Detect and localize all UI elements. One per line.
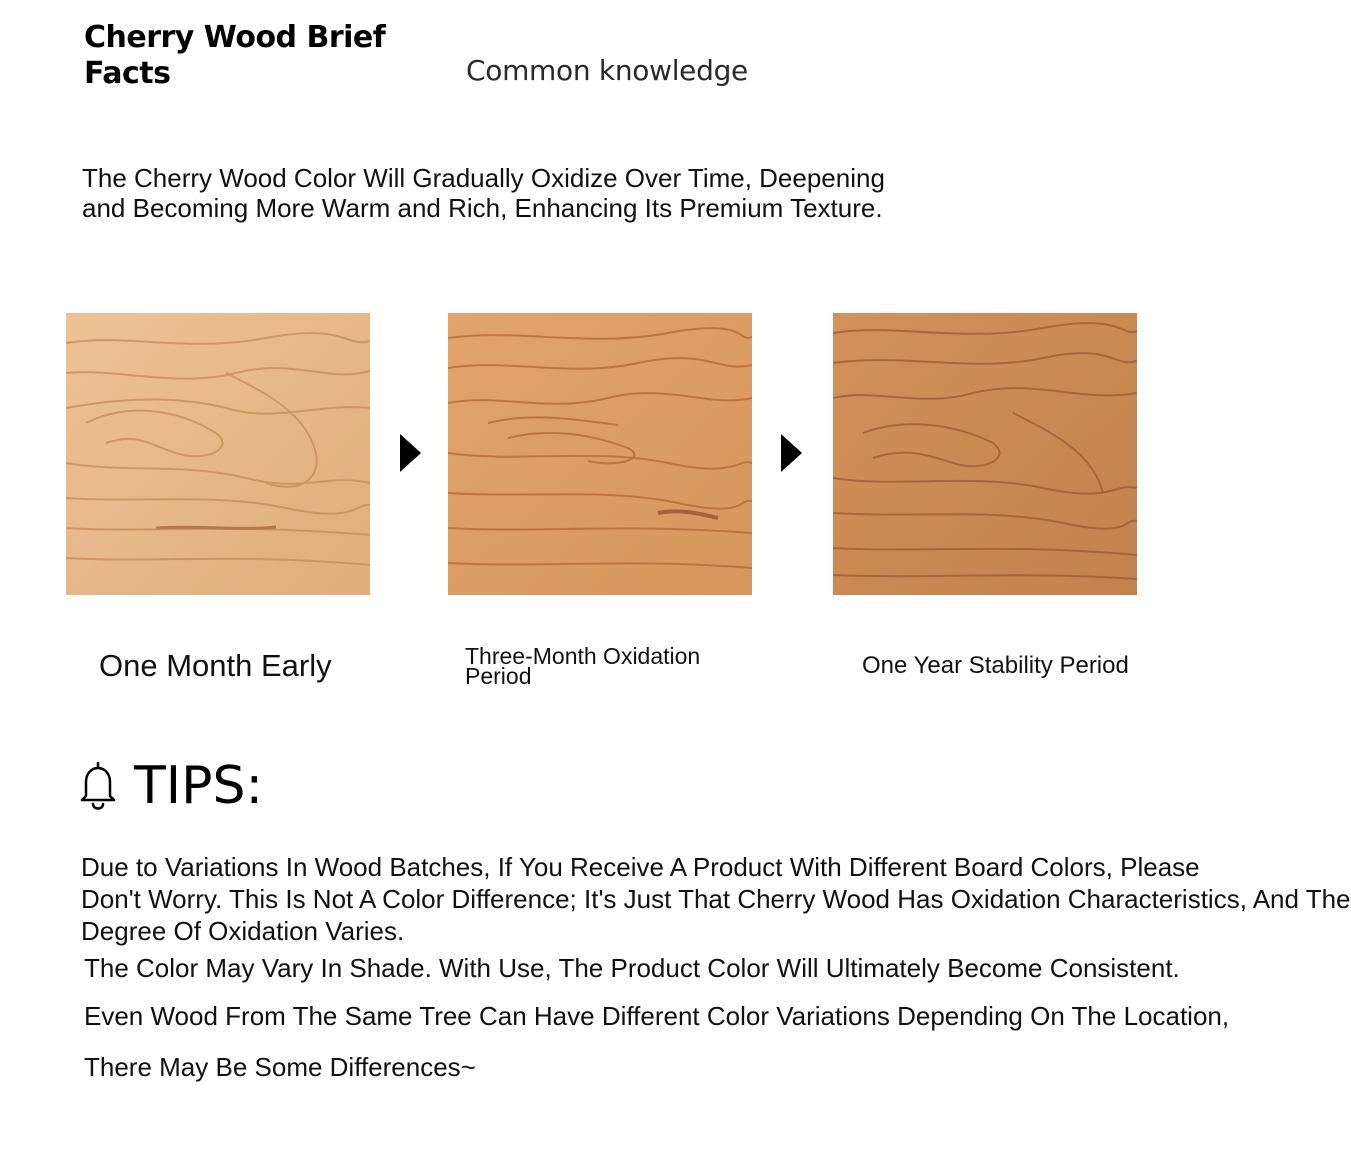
tip-paragraph (81, 851, 1351, 947)
wood-grain-image (448, 313, 752, 595)
tips-heading: TIPS: (134, 756, 263, 816)
wood-swatch-three-month (448, 313, 752, 595)
intro-line-2: and Becoming More Warm and Rich, Enhancing Its Premium Texture. (82, 193, 883, 223)
tip-line: Due to Variations In Wood Batches, If You Receive A Product With Different Board Colors, Please (81, 852, 1200, 882)
tip-line: Even Wood From The Same Tree Can Have Different Color Variations Depending On The Location, (84, 1001, 1230, 1031)
wood-swatch-one-month (66, 313, 370, 595)
arrow-right-icon (400, 434, 421, 472)
tip-line: The Color May Vary In Shade. With Use, The Product Color Will Ultimately Become Consistent. (84, 953, 1180, 983)
tip-line: There May Be Some Differences~ (84, 1052, 476, 1082)
arrow-right-icon (781, 434, 802, 472)
tip-line: Don't Worry. This Is Not A Color Difference; It's Just That Cherry Wood Has Oxidation Characteristics, And The (81, 884, 1351, 914)
stage-label-one-month: One Month Early (99, 648, 332, 683)
wood-grain-image (66, 313, 370, 595)
wood-grain-image (833, 313, 1137, 595)
tip-line: Degree Of Oxidation Varies. (81, 916, 405, 946)
wood-swatch-one-year (833, 313, 1137, 595)
bell-icon (78, 760, 118, 810)
stage-label-three-month: Three-Month Oxidation Period (465, 643, 701, 689)
page-subtitle: Common knowledge (466, 54, 748, 87)
page-title: Cherry Wood Brief Facts (84, 20, 386, 91)
stage-label-one-year: One Year Stability Period (862, 652, 1129, 679)
intro-line-1: The Cherry Wood Color Will Gradually Oxidize Over Time, Deepening (82, 163, 885, 193)
intro-text (82, 163, 982, 223)
